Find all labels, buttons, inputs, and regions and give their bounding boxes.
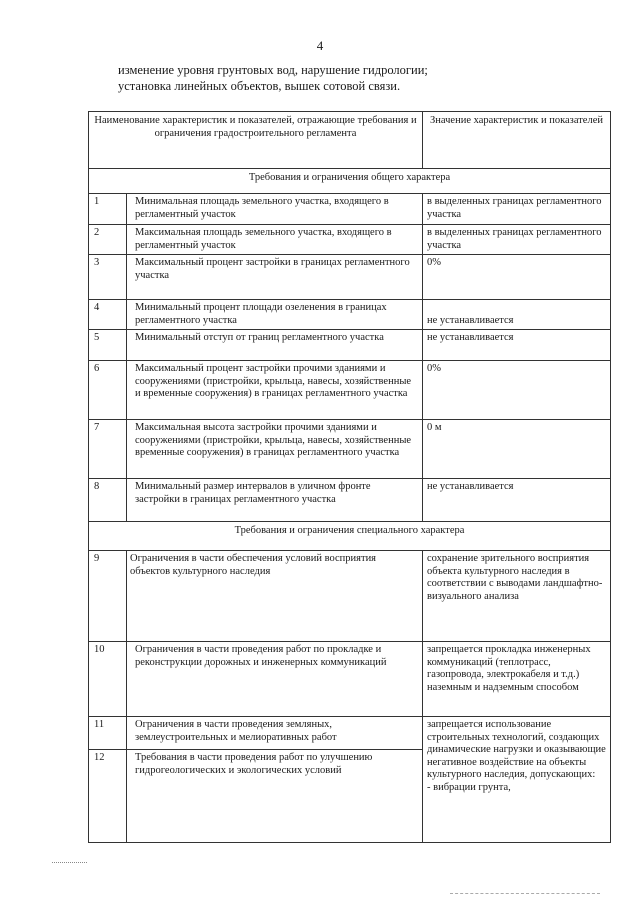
row-name: Минимальная площадь земельного участка, входящего в регламентный участок <box>127 194 423 225</box>
intro-line-1: изменение уровня грунтовых вод, нарушение гидрологии; <box>118 63 428 77</box>
regulation-table <box>88 111 611 843</box>
row-value: не устанавливается <box>423 330 611 361</box>
section-row-special <box>89 522 611 551</box>
row-value-merged: запрещается использование строительных технологий, создающих динамические нагрузки и оказывающие негативное воздействие на объекты культурного наследия, допускающих: - вибрации грунта, <box>423 717 611 843</box>
row-value: запрещается прокладка инженерных коммуникаций (теплотрасс, газопровода, электрокабеля и т.д.) наземным и надземным способом <box>423 642 611 717</box>
row-name: Ограничения в части обеспечения условий восприятия объектов культурного наследия <box>127 551 423 642</box>
row-number: 11 <box>89 717 127 750</box>
row-number: 3 <box>89 255 127 300</box>
section-title: Требования и ограничения специального характера <box>89 522 611 551</box>
row-number: 5 <box>89 330 127 361</box>
row-number: 10 <box>89 642 127 717</box>
header-name-cell: Наименование характеристик и показателей, отражающие требования и ограничения градостроительного регламента <box>89 112 423 169</box>
scan-mark-right <box>450 893 600 894</box>
table-row <box>89 225 611 255</box>
header-value-cell: Значение характеристик и показателей <box>423 112 611 169</box>
row-name: Максимальный процент застройки прочими зданиями и сооружениями (пристройки, крыльца, навесы, хозяйственные и временные сооружения) в границах регламентного участка <box>127 361 423 420</box>
intro-line-2: установка линейных объектов, вышек сотовой связи. <box>118 79 401 93</box>
table-row <box>89 300 611 330</box>
row-name: Максимальная высота застройки прочими зданиями и сооружениями (пристройки, крыльца, навесы, хозяйственные временные сооружения) в границах регламентного участка <box>127 420 423 479</box>
row-name: Ограничения в части проведения земляных, землеустроительных и мелиоративных работ <box>127 717 423 750</box>
row-name: Минимальный отступ от границ регламентного участка <box>127 330 423 361</box>
row-name: Минимальный размер интервалов в уличном фронте застройки в границах регламентного участка <box>127 479 423 522</box>
row-number: 8 <box>89 479 127 522</box>
row-number: 9 <box>89 551 127 642</box>
row-number: 4 <box>89 300 127 330</box>
row-value: не устанавливается <box>423 300 611 330</box>
row-number: 6 <box>89 361 127 420</box>
table-row <box>89 642 611 717</box>
row-value: 0 м <box>423 420 611 479</box>
row-value: в выделенных границах регламентного участка <box>423 194 611 225</box>
row-name: Минимальный процент площади озеленения в границах регламентного участка <box>127 300 423 330</box>
row-value: сохранение зрительного восприятия объекта культурного наследия в соответствии с выводами ландшафтно-визуального анализа <box>423 551 611 642</box>
table-row <box>89 551 611 642</box>
intro-text <box>118 62 558 94</box>
table-row <box>89 255 611 300</box>
row-value: в выделенных границах регламентного участка <box>423 225 611 255</box>
row-value: 0% <box>423 255 611 300</box>
row-number: 2 <box>89 225 127 255</box>
row-number: 1 <box>89 194 127 225</box>
scan-mark-left <box>52 862 87 863</box>
row-number: 7 <box>89 420 127 479</box>
table-row <box>89 420 611 479</box>
row-name: Требования в части проведения работ по улучшению гидрогеологических и экологических условий <box>127 750 423 843</box>
table-row <box>89 717 611 750</box>
section-row-general <box>89 169 611 194</box>
table-header-row <box>89 112 611 169</box>
table-row <box>89 330 611 361</box>
section-title: Требования и ограничения общего характера <box>89 169 611 194</box>
row-value: 0% <box>423 361 611 420</box>
table-row <box>89 479 611 522</box>
row-value: не устанавливается <box>423 479 611 522</box>
row-number: 12 <box>89 750 127 843</box>
table-row <box>89 194 611 225</box>
table-row <box>89 361 611 420</box>
row-name: Максимальный процент застройки в границах регламентного участка <box>127 255 423 300</box>
page-number: 4 <box>316 38 324 53</box>
row-name: Ограничения в части проведения работ по прокладке и реконструкции дорожных и инженерных коммуникаций <box>127 642 423 717</box>
row-name: Максимальная площадь земельного участка, входящего в регламентный участок <box>127 225 423 255</box>
